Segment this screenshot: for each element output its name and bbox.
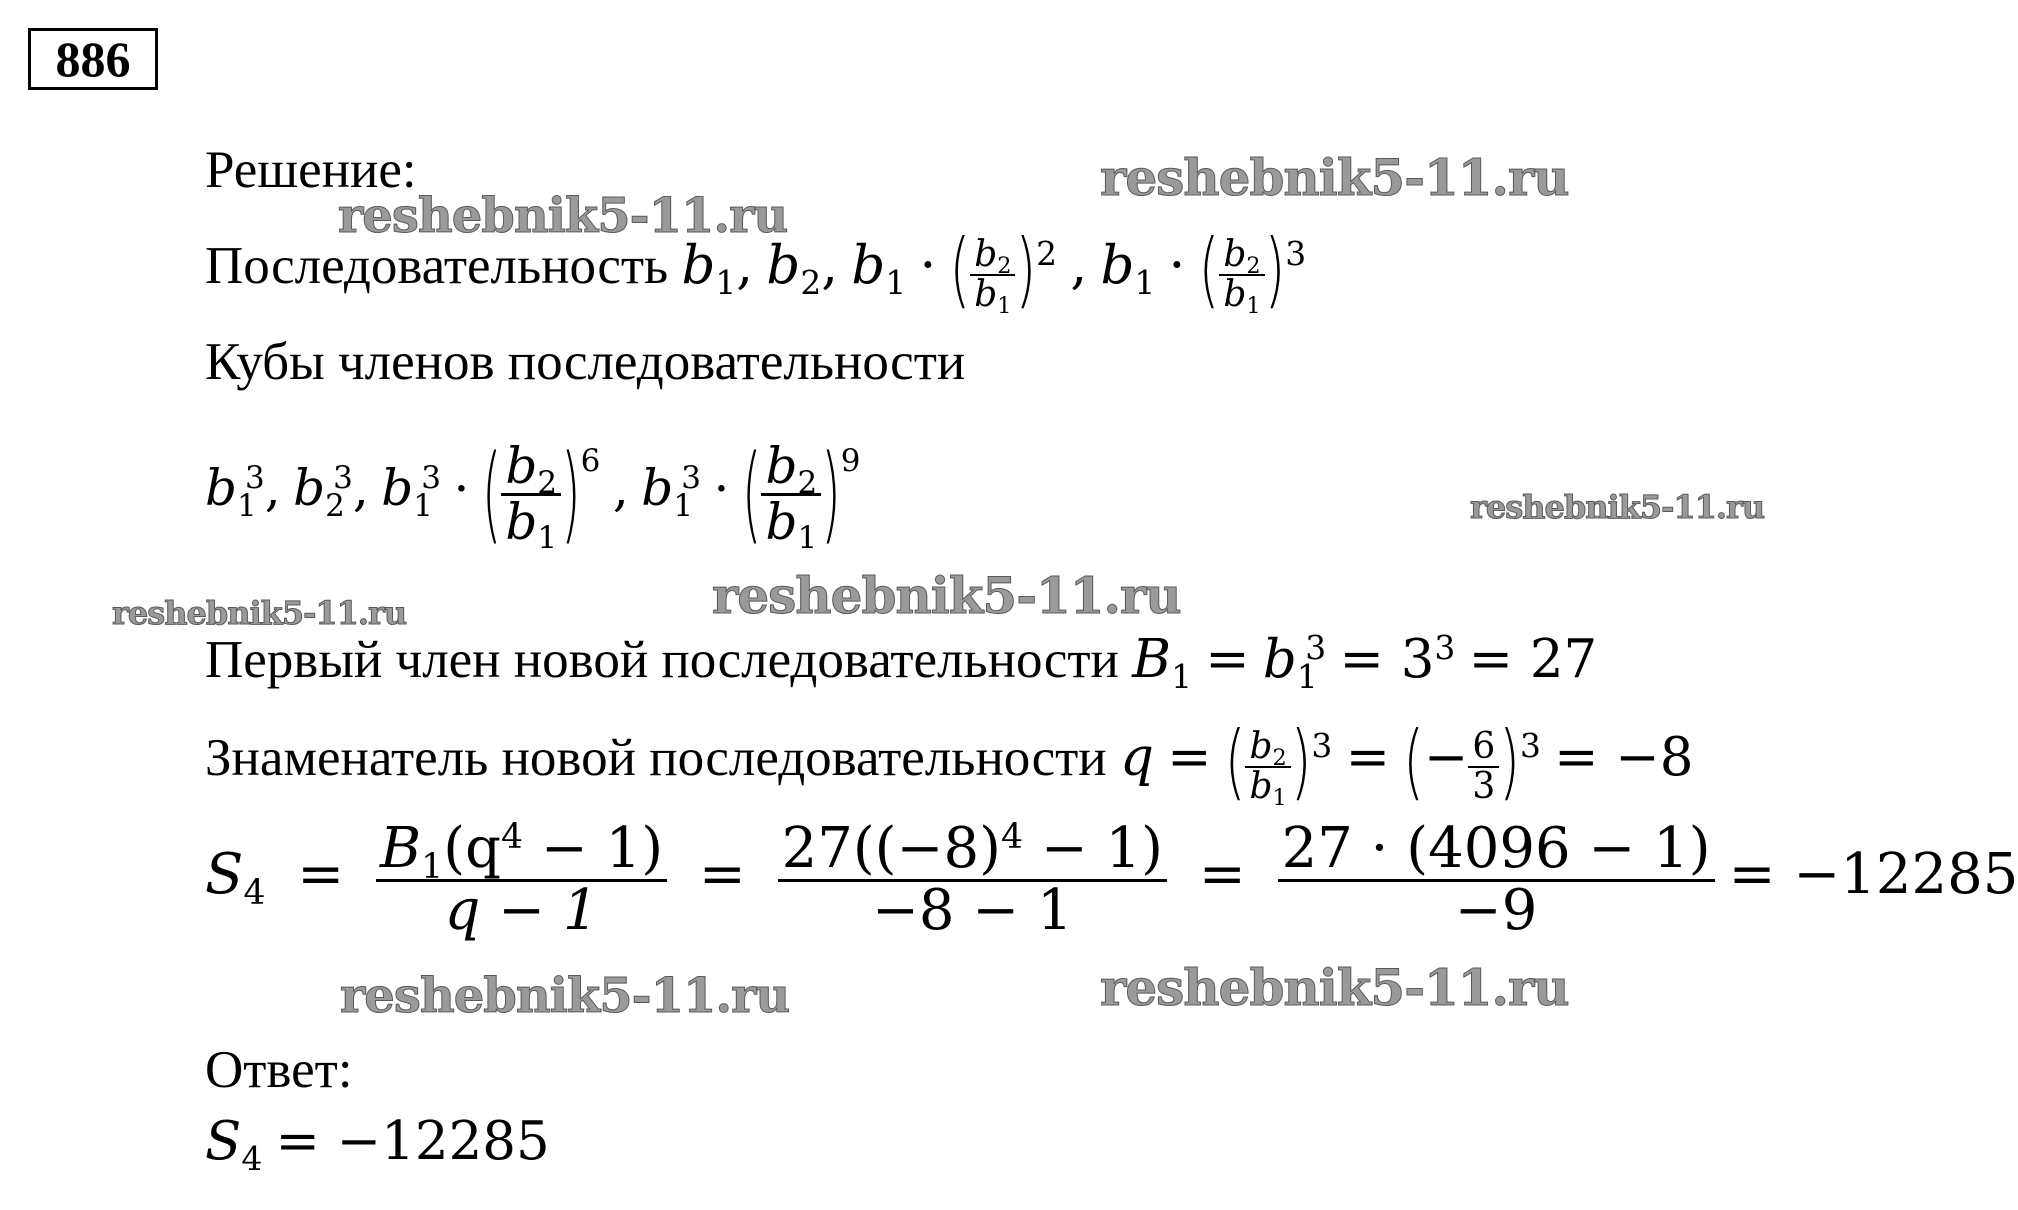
cubes-heading: Кубы членов последовательности <box>205 333 966 391</box>
solution-label: Решение: <box>205 141 417 199</box>
watermark-3: reshebnik5-11.ru <box>1470 488 1765 526</box>
watermark-2: reshebnik5-11.ru <box>338 188 788 244</box>
sum-formula: $S_4$ = $\frac{B_1(q^4 - 1)}{q - 1}$ = $\frac{27((-8)^4 - 1)}{-8 - 1}$ = $\frac{27 \cdot (4096 - 1)}{-9}$ = −12285 <box>205 816 2018 943</box>
exponent-6: 6 <box>580 443 601 480</box>
term-b2: $b_2$ <box>766 235 822 302</box>
exponent-2: 2 <box>1036 234 1058 273</box>
exponent-3: 3 <box>1285 234 1307 273</box>
term-b1: $b_1$ <box>681 235 737 302</box>
answer-value: $S_4 = -12285$ <box>205 1111 550 1178</box>
watermark-1: reshebnik5-11.ru <box>1100 148 1569 207</box>
exponent-9: 9 <box>840 443 861 480</box>
cubes-formula: $b_1^3$, $b_2^3$, $b_1^3$ · ( $\frac{b_2}{b_1}$ )$^6$ , $b_1^3$ · ( $\frac{b_2}{b_1}$ )$^9$ <box>205 433 861 557</box>
sequence-label: Последовательность <box>205 237 669 296</box>
first-term-line: Первый член новой последовательности $B_1 = b_1^3 = 3^3 = 27$ <box>205 627 1598 696</box>
watermark-6: reshebnik5-11.ru <box>340 968 790 1024</box>
problem-number: 886 <box>28 28 158 90</box>
answer-label: Ответ: <box>205 1041 353 1099</box>
watermark-7: reshebnik5-11.ru <box>1100 958 1569 1017</box>
watermark-4: reshebnik5-11.ru <box>112 594 407 632</box>
ratio-line: Знаменатель новой последовательности q = ( $\frac{b_2}{b_1}$ )$^3$ = (− $\frac{6}{3}$ )$^3$ = −8 <box>205 714 1694 811</box>
watermark-5: reshebnik5-11.ru <box>712 566 1181 625</box>
sequence-line: Последовательность $b_1$, $b_2$, $b_1$ · ( $\frac{b_2}{b_1}$ )$^2$ , $b_1$ · ( $\frac{b_2}{b_1}$ )$^3$ <box>205 222 1307 319</box>
